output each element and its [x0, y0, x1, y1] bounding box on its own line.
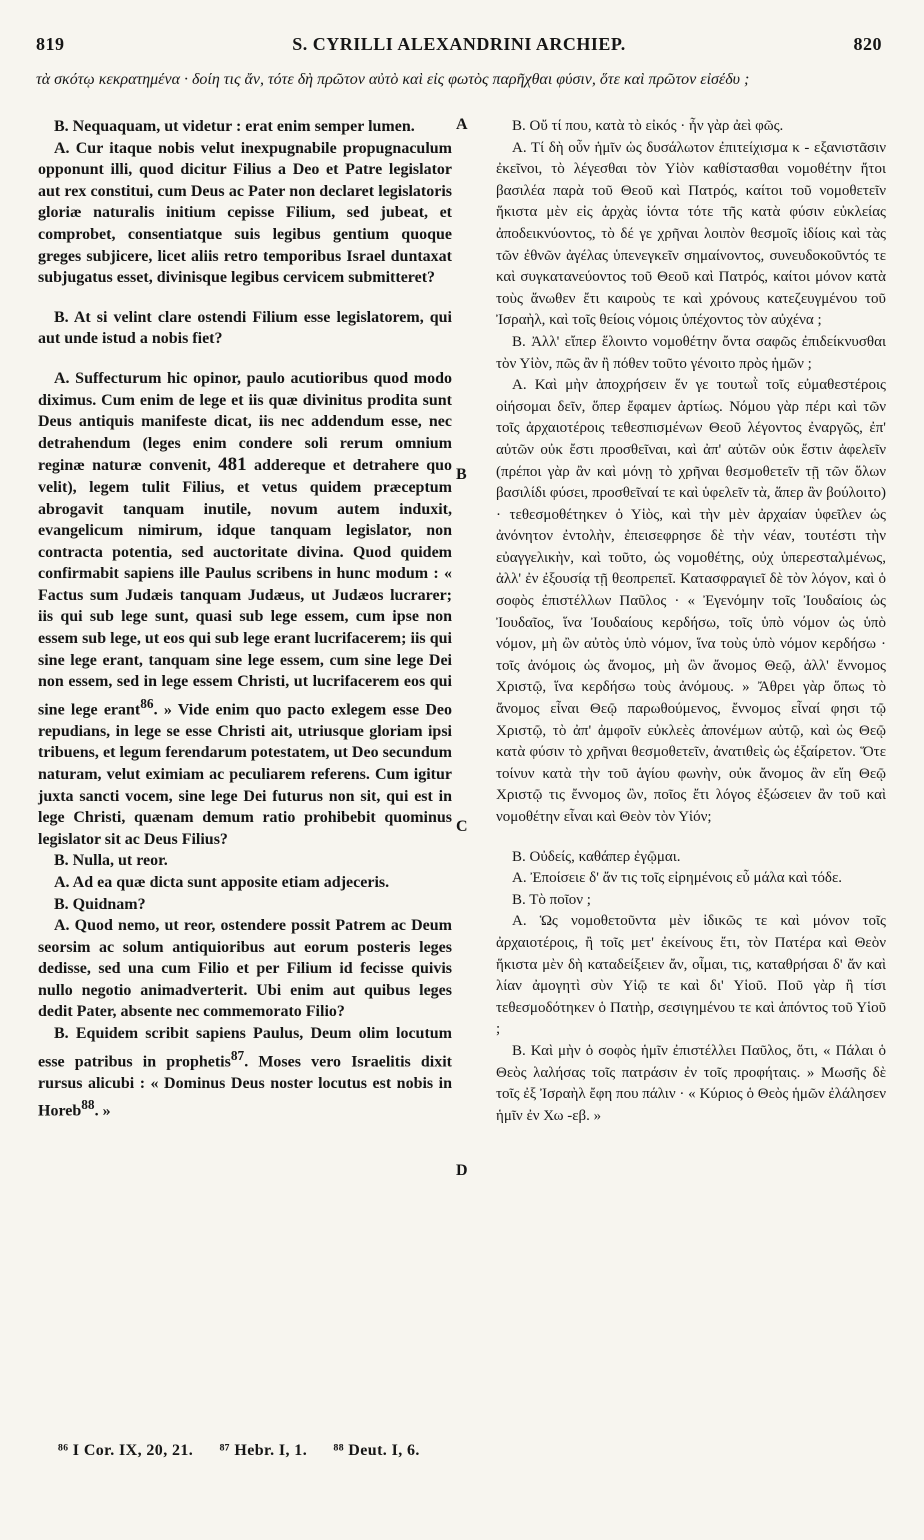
footnote-ref: 87 — [230, 1047, 245, 1063]
greek-paragraph: Α. Ἐποίσειε δ' ἄν τις τοῖς εἰρημένοις εὖ μάλα καὶ τόδε. — [512, 870, 843, 887]
footnotes — [58, 1442, 858, 1460]
latin-text: B. Equidem scribit sapiens Paulus, Deum olim locutum esse patribus in prophetis — [38, 1025, 452, 1070]
latin-paragraph: B. Quidnam? — [54, 895, 146, 913]
margin-marker-d: D — [456, 1162, 468, 1179]
greek-paragraph: Β. Ἀλλ' εἴπερ ἕλοιντο νομοθέτην ὄντα σαφῶς ἐπιδείκνυσθαι τὸν Υἱὸν, πῶς ἂν ἢ πόθεν τοῦτο γένοιτο πρὸς ἡμῶν ; — [496, 333, 886, 372]
latin-paragraph: B. Nulla, ut reor. — [54, 852, 168, 870]
greek-paragraph: Β. Καὶ μὴν ὁ σοφὸς ἡμῖν ἐπιστέλλει Παῦλος, ὅτι, « Πάλαι ὁ Θεὸς λαλήσας τοῖς πατράσιν ἐν τοῖς προφήταις. » Μωσῆς δὲ τοῖς ἐξ Ἰσραὴλ ἔφη που πάλιν · « Κύριος ὁ Θεὸς ἡμῶν ἐλάλησεν ἡμῖν ἐν Χω -εβ. » — [496, 1042, 886, 1124]
margin-marker-b: B — [456, 466, 467, 483]
greek-paragraph: Α. Καὶ μὴν ἀποχρήσειν ἕν γε τουτωῒ τοῖς εὐμαθεστέροις οἰήσομαι δεῖν, ὅπερ ἔφαμεν ἀρτίως. Νόμου γὰρ πέρι καὶ τῶν τοῖς ἀρχαιοτέροις τεθεσπισμένων Θεοῦ λέγοντος ἐναργῶς, ἐπ' αὐτῶν οὐκ ἔστι προσθεῖναι, καὶ ἀπ' αὐτῶν οὐκ ἔστιν ἀφελεῖν (πρέποι γὰρ ἂν καὶ μόνῃ τὸ χρῆναι θεσμοθετεῖν τῇ τῶν ὅλων βασιλίδι φύσει, προσθεῖναί τε καὶ ὑφελεῖν τὰ, ἅπερ ἂν βούλοιτο) · τεθεσμοθέτηκεν ὁ Υἱὸς, καὶ τὴν μὲν ἀρχαίαν ὑφεῖλεν ὡς ἀνόνητον ἐντολὴν, ἐπεισεφρησε δὲ τὴν νέαν, τουτέστι τὴν εὐαγγελικὴν, καὶ τοῦτο, ὡς νομοθέτης, οὐχ ὑπερεσταλμένως, ἀλλ' ἐν ἐξουσίᾳ τῇ θεοπρεπεῖ. Κατασφραγιεῖ δὲ τὸν λόγον, καὶ ὁ σοφὸς ἐπιστέλλων Παῦλος · « Ἐγενόμην τοῖς Ἰουδαίοις ὡς Ἰουδαῖος, ἵνα Ἰουδαίους κερδήσω, τοῖς ὑπὸ νόμον ὡς ὑπὸ νόμον, μὴ ὢν αὐτὸς ὑπὸ νόμον, ἵνα τοὺς ὑπὸ νόμον κερδήσω · τοῖς ἀνόμοις ὡς ἄνομος, μὴ ὢν ἄνομος Θεῷ, ἀλλ' ἔννομος Χριστῷ, ἵνα κερδήσω τοὺς ἀνόμους. » Ἄθρει γὰρ ὅπως τὸ ἄνομος εἶναι Θεῷ παρωθούμενος, ἔννομος εἶναί φησι τῷ Χριστῷ, τὸ ἀπ' ἀμφοῖν εὐκλεὲς ἀπονέμων αὐτῷ, καὶ ὡς Θεῷ κατὰ φύσιν τὸ χρῆναι θεσμοθετεῖν, ἀνατιθεὶς ὡς ἐξαίρετον. Ὅτε τοίνυν κατὰ τὴν τοῦ ἁγίου φωνὴν, οὐκ ἄνομος ἂν εἴη Θεῷ Χριστῷ τις ἔννομος ὢν, ποῖος ἔτι λόγος ἐξώσειεν ἂν τοῦ καὶ νομοθέτην εἶναι καὶ Θεὸν τὸν Υἱόν; — [496, 377, 886, 825]
latin-paragraph: B. At si velint clare ostendi Filium esse legislatorem, qui aut unde istud a nobis fiet? — [38, 308, 452, 348]
footnote-87: ⁸⁷ Hebr. I, 1. — [219, 1442, 308, 1459]
latin-text: . » — [94, 1102, 111, 1120]
latin-paragraph: A. Ad ea quæ dicta sunt apposite etiam adjeceris. — [54, 873, 390, 891]
greek-paragraph: Α. Τί δὴ οὖν ἡμῖν ὡς δυσάλωτον ἐπιτείχισμα κ - εξανιστᾶσιν ἐκεῖνοι, τὸ λέγεσθαι τὸν Υἱὸν καθίστασθαι νομοθέτην ἤτοι βασιλέα παρὰ τοῦ Θεοῦ καὶ Πατρός, καίτοι τοῦ νομοθετεῖν ἥκιστα μὲν εἰς ἀρχὰς ἰόντα τότε τῆς κατὰ φύσιν εὐκλείας ἀποδεικνύοντος, τὸ δέ γε χρῆναι λοιπὸν θεσμοῖς ἰδίοις καὶ τὰς τῶν ἐθνῶν ἀγέλας ὑπενεγκεῖν σημαίνοντος, συνευδοκοῦντός τε καὶ συγκατανεύοντος τοῦ Θεοῦ καὶ Πατρός, καίτοι μόνον κατὰ τοὺς ἄνωθεν ἔτι καιροὺς τε καὶ χρόνους κατεζευγμένου τοῦ Ἰσραὴλ, καὶ τοῖς θείοις νόμοις ὑπέχοντος τὸν αὐχένα ; — [496, 139, 886, 329]
latin-text: addereque et detrahere quo velit), legem tulit Filius, et vetus quidem præceptum abrogavit tanquam inutile, novum autem induxit, evangelicum nimirum, idque tanquam legislator, non contracta potentia, sed auctoritate divina. Quod quidem confirmabit sapiens ille Paulus scribens in hunc modum : « Factus sum Judæis tanquam Judæus, ut Judæos lucrarer; iis qui sub lege sunt, quasi sub lege essem, cum ipse non essem sub lege, ut eos qui sub lege erant lucrifacerem; iis qui sine lege erant, tanquam sine lege essem, cum sine lege Dei non essem, sed in lege essem Christi, ut lucrifacerem eos qui sine lege erant — [38, 457, 453, 719]
latin-paragraph: A. Quod nemo, ut reor, ostendere possit Patrem ac Deum seorsim ac solum antiquioribus aut eorum posteris leges dedisse, sed una cum Filio et per Filium id fecisse quivis nullo negotio animadverterit. Ubi enim aut quibus leges dedit Pater, absente nec commemorato Filio? — [38, 917, 452, 1021]
greek-paragraph: Β. Τὸ ποῖον ; — [512, 891, 591, 908]
page-header — [36, 34, 882, 58]
margin-marker-a: A — [456, 116, 468, 133]
running-title: S. CYRILLI ALEXANDRINI ARCHIEP. — [292, 34, 626, 54]
greek-column — [496, 116, 886, 1127]
column-number: 481 — [218, 454, 247, 476]
page-number-right: 820 — [853, 34, 882, 54]
latin-paragraph: B. Nequaquam, ut videtur : erat enim semper lumen. — [54, 118, 415, 135]
footnote-88: ⁸⁸ Deut. I, 6. — [333, 1442, 420, 1459]
latin-paragraph — [38, 368, 452, 850]
latin-column — [38, 116, 452, 1122]
latin-text: . » Vide enim quo pacto exlegem esse Deo repudians, in lege se esse Christi ait, utriusque gloriam ipsi tribuens, et legum ferendarum potestatem, ut Deo secundum naturam, velut eximiam ac peculiarem referens. Cum igitur juxta sancti vocem, sine lege Dei futurus non sit, qui est in lege Christi, quænam demum ratio prohibebit quominus legislator sit ac Deus Filius? — [38, 701, 453, 848]
greek-paragraph: Β. Οὐδείς, καθάπερ ἐγῷμαι. — [512, 848, 681, 865]
margin-marker-c: C — [456, 818, 468, 835]
greek-paragraph: Α. Ὡς νομοθετοῦντα μὲν ἰδικῶς τε καὶ μόνον τοῖς ἀρχαιοτέροις, ἢ τοῖς μετ' ἐκείνους ἔτι, τὸν Πατέρα καὶ Θεὸν ἥκιστα μὲν δὴ καταδείξειεν ἄν, οἶμαι, τις, καταθρήσαι δ' ἄν καὶ λίαν ἀμογητὶ σὺν Υἱῷ τε καὶ δι' Υἱοῦ. Ποῦ γὰρ ἢ τίσι τεθεσμοδότηκεν ὁ Πατὴρ, σεσιγημένου τε καὶ ἀπόντος τοῦ Υἱοῦ ; — [496, 913, 886, 1038]
page-number-left: 819 — [36, 34, 65, 54]
latin-text: . Moses vero Israelitis dixit rursus alicubi : « Dominus Deus noster locutus est nobis in Horeb — [38, 1053, 453, 1120]
latin-paragraph — [38, 1023, 452, 1122]
footnote-ref: 88 — [81, 1097, 95, 1113]
latin-text: A. Suffecturum hic opinor, paulo acutioribus quod modo diximus. Cum enim de lege et iis quæ divinitus prodita sunt Deus antiquis manifeste dicat, iis nec addendum esse, nec detrahendum (leges enim condere soli rerum omnium reginæ naturæ convenit, — [38, 369, 452, 475]
footnote-ref: 86 — [140, 695, 154, 711]
greek-paragraph: Β. Οὔ τί που, κατὰ τὸ εἰκός · ἦν γὰρ ἀεὶ φῶς. — [512, 118, 784, 134]
greek-continuation: τὰ σκότῳ κεκρατημένα · δοίη τις ἄν, τότε δὴ πρῶτον αὐτὸ καὶ εἰς φωτὸς παρῆχθαι φύσιν, ὅτε καὶ πρῶτον εἰσέδυ ; — [36, 71, 750, 88]
latin-paragraph: A. Cur itaque nobis velut inexpugnabile propugnaculum opponunt illi, quod dicitur Filius a Deo et Patre legislator aut rex constitui, cum Deus ac Pater non declaret legislatoris gloriæ naturalis initium cepisse Filium, sed jubeat, et comprobet, consentiatque suis legibus gentium quoque greges subjicere, licet aliis retro temporibus Israel duntaxat subjugatus esset, divinisque legibus cervicem submitteret? — [38, 139, 452, 287]
footnote-86: ⁸⁶ I Cor. IX, 20, 21. — [58, 1442, 194, 1459]
